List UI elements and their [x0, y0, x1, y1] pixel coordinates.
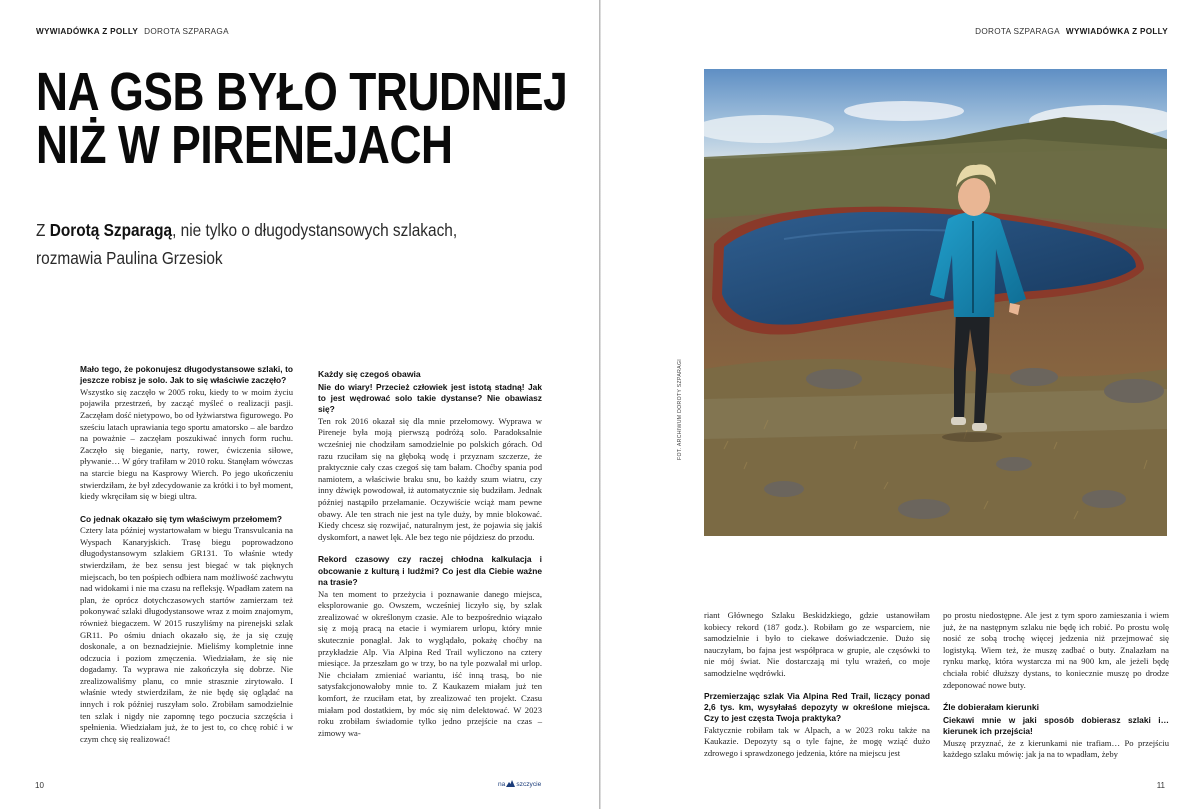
page-number-right: 11: [1156, 781, 1165, 790]
headline-line-1: NA GSB BYŁO TRUDNIEJ: [36, 62, 568, 122]
headline: [36, 62, 568, 175]
answer: Faktycznie robiłam tak w Alpach, a w 2023 roku także na Kaukazie. Depozyty są o tyle fajne, że mogę wziąć dużo zdrowego i sprawdzonego jedzenia, które na miejscu jest: [704, 724, 930, 758]
answer: Wszystko się zaczęło w 2005 roku, kiedy to w moim życiu pojawiła przestrzeń, by zacząć myśleć o realizacji pasji. Zaczęłam dość nietypowo, bo od łyżwiarstwa figurowego. Po sześciu latach uprawiania tego sportu amatorsko – ale bardzo na poważnie – zaczęłam poszukiwać innych form ruchu. Zaczęło się bieganie, narty, rower, ćwiczenia siłowe, pływanie… W góry trafiłam w 2010 roku. Stanęłam wówczas na starcie biegu na Kasprowy Wierch. Po jego ukończeniu stwierdziłam, że był zdecydowanie za krótki i to był moment, kiedy wkręciłam się w biegi ultra.: [80, 386, 293, 502]
hiker-head: [958, 178, 990, 216]
hiker-shoe: [972, 423, 987, 431]
answer: po prostu niedostępne. Ale jest z tym sporo zamieszania i wiem już, że na następnym szlaku nie będę ich robić. Po prostu wolę nosić ze sobą trochę więcej jedzenia niż przejmować się logistyką. Wiem też, że muszę zadbać o buty. Znalazłam na rynku markę, która wystarcza mi na 900 km, ale jeżeli będę chciała robić dłuższy dystans, to koniecznie muszę po drodze zdeponować nowe buty.: [943, 610, 1169, 690]
subheading: Źle dobierałam kierunki: [943, 702, 1039, 713]
hiker-lake-illustration: [704, 69, 1167, 536]
running-head-author: DOROTA SZPARAGA: [144, 27, 229, 36]
left-page: [0, 0, 599, 809]
question: Co jednak okazało się tym właściwym przełomem?: [80, 513, 283, 524]
article-column-1: [80, 364, 293, 745]
running-head-author: DOROTA SZPARAGA: [975, 27, 1060, 36]
photo-credit: FOT. ARCHIWUM DOROTY SZPARAGI: [677, 358, 683, 460]
standfirst-prefix: Z: [36, 220, 50, 240]
subheading: Każdy się czegoś obawia: [318, 369, 421, 379]
answer: Na ten moment to przeżycia i poznawanie danego miejsca, eksplorowanie go. Owszem, wcześniej liczyło się, by szlak zrealizować w określonym czasie. Ale to bezpośrednio wiązało się z moją pracą na etacie i wymiarem urlopu, który mnie skutecznie ponaglał. Jak to wyglądało, pokażę choćby na przykładzie Alp. Via Alpina Red Trail wyliczono na cztery miesiące. Ja przeszłam go w trzy, bo na tyle pozwalał mi urlop. Nie chciałam zmieniać wariantu, iść inną trasą, bo nie satysfakcjonowałoby mnie to. Z Kaukazem miałam już ten komfort, że rzuciłam etat, by zrealizować ten projekt. Czasu miałam pod dostatkiem, by móc się nim delektować. W 2023 roku zrobiłam świadomie tylko jedno przejście na czas – zimowy wa-: [318, 588, 542, 738]
article-column-3: [704, 610, 930, 760]
standfirst: [36, 216, 476, 272]
jacket-zip: [972, 221, 974, 313]
running-head-section: WYWIADÓWKA Z POLLY: [36, 27, 139, 36]
standfirst-rest-1: , nie tylko o długodystansowych szlakach,: [172, 220, 458, 240]
hiker-shadow: [942, 432, 1002, 442]
answer: riant Głównego Szlaku Beskidzkiego, gdzie ustanowiłam kobiecy rekord (187 godz.). Robiłam go ze wsparciem, nie samodzielnie i było to ciekawe doświadczenie. Dużo się nauczyłam, bo fajna jest współpraca w grupie, ale częsówki to nie mój świat. Nie dostarczają mi tylu wrażeń, co moje samodzielne wędrówki.: [704, 610, 930, 678]
standfirst-name: Dorotą Szparagą: [49, 220, 173, 240]
page-number-left: 10: [35, 781, 44, 790]
paragraph-gap: [704, 680, 930, 691]
paragraph-gap: [80, 503, 293, 514]
running-head-right: [975, 27, 1168, 36]
question: Przemierzając szlak Via Alpina Red Trail, liczący ponad 2,6 tys. km, wysyłałaś depozyty w określone miejsca. Czy to jest częsta Twoja praktyka?: [704, 690, 930, 724]
cloud: [844, 101, 964, 121]
standfirst-rest-2: rozmawia Paulina Grzesiok: [36, 248, 223, 268]
answer: Cztery lata później wystartowałam w biegu Transvulcania na Wyspach Kanaryjskich. Trasę biegu poprowadzono długodystansowym szlakiem GR131. To właśnie wtedy stwierdziłam, że bez sensu jest biegać w tak pięknych miejscach, bo ten pośpiech odbiera nam możliwość zachwytu nad widokami i nie ma czasu na refleksję. Wpadłam zatem na plan, że oprócz dotychczasowych startów zamierzam też pokonywać szlaki długodystansowe wraz z moim znajomym, również biegaczem. W 2015 ruszyliśmy na pirenejski szlak GR11. Po ośmiu dniach okazało się, że ja się czuję doskonale, a on beznadziejnie. Mieliśmy kompletnie inne odczucia i poziom zmęczenia. Wiedziałam, że się nie dogadamy. Ta wyprawa nie zakończyła się dobrze. Nie zrealizowaliśmy planu, co mnie strasznie zirytowało. I właśnie wtedy stwierdziłam, że nie będę się oglądać na innych i rok później ruszyłam solo. Zrobiłam samodzielnie ten szlak i nigdy nie zapomnę tego poczucia szczęścia i spełnienia. Wiedziałam już, że to jest to, co chcę robić i w czym chcę się realizować!: [80, 525, 293, 744]
article-column-4: [943, 610, 1169, 761]
hiker-photo: [704, 69, 1167, 536]
question: Mało tego, że pokonujesz długodystansowe szlaki, to jeszcze robisz je solo. Jak to się właściwie zaczęło?: [80, 364, 293, 386]
question: Rekord czasowy czy raczej chłodna kalkulacja i obcowanie z kulturą i ludźmi? Co jest dla Ciebie ważne na trasie?: [318, 554, 542, 588]
article-column-2: [318, 369, 542, 739]
magazine-logo: [498, 780, 541, 788]
right-page: [601, 0, 1202, 809]
running-head-left: [36, 27, 229, 36]
paragraph-gap: [318, 543, 542, 554]
answer: Ten rok 2016 okazał się dla mnie przełomowy. Wyprawa w Pireneje była moją pierwszą podróżą solo. Paradoksalnie wcześniej nie chodziłam samodzielnie po polskich górach. Od razu rzuciłam się na głęboką wodę i przyznam szczerze, że praktycznie cały czas czegoś się tam bałam. Choćby spania pod namiotem, a właściwie braku snu, bo każdy szum wiatru, czy inny dźwięk powodował, iż automatycznie się budziłam. Jednak później nastąpiło przełamanie. Oczywiście wciąż mam pewne obawy. Ale ten strach nie jest na tyle duży, by mnie blokować. Kiedy chcesz się rozwijać, naturalnym jest, że pojawia się jakiś dyskomfort, a nawet lęk. Ale bez tego nie pójdziesz do przodu.: [318, 415, 542, 542]
mountain-logo-icon: [506, 780, 515, 787]
hiker-shoe: [951, 417, 966, 425]
question: Ciekawi mnie w jaki sposób dobierasz szlaki i… kierunek ich przejścia!: [943, 714, 1169, 737]
logo-part-1: na: [498, 781, 506, 788]
headline-line-2: NIŻ W PIRENEJACH: [36, 114, 453, 175]
running-head-section: WYWIADÓWKA Z POLLY: [1065, 27, 1168, 36]
question: Nie do wiary! Przecież człowiek jest istotą stadną! Jak to jest wędrować solo takie dystanse? Nie obawiasz się?: [318, 381, 542, 415]
logo-part-2: szczycie: [516, 781, 542, 788]
paragraph-gap: [943, 691, 1169, 702]
answer: Muszę przyznać, że z kierunkami nie trafiam… Po przejściu każdego szlaku mówię: jak ja na to wpadłam, żeby: [943, 737, 1169, 760]
